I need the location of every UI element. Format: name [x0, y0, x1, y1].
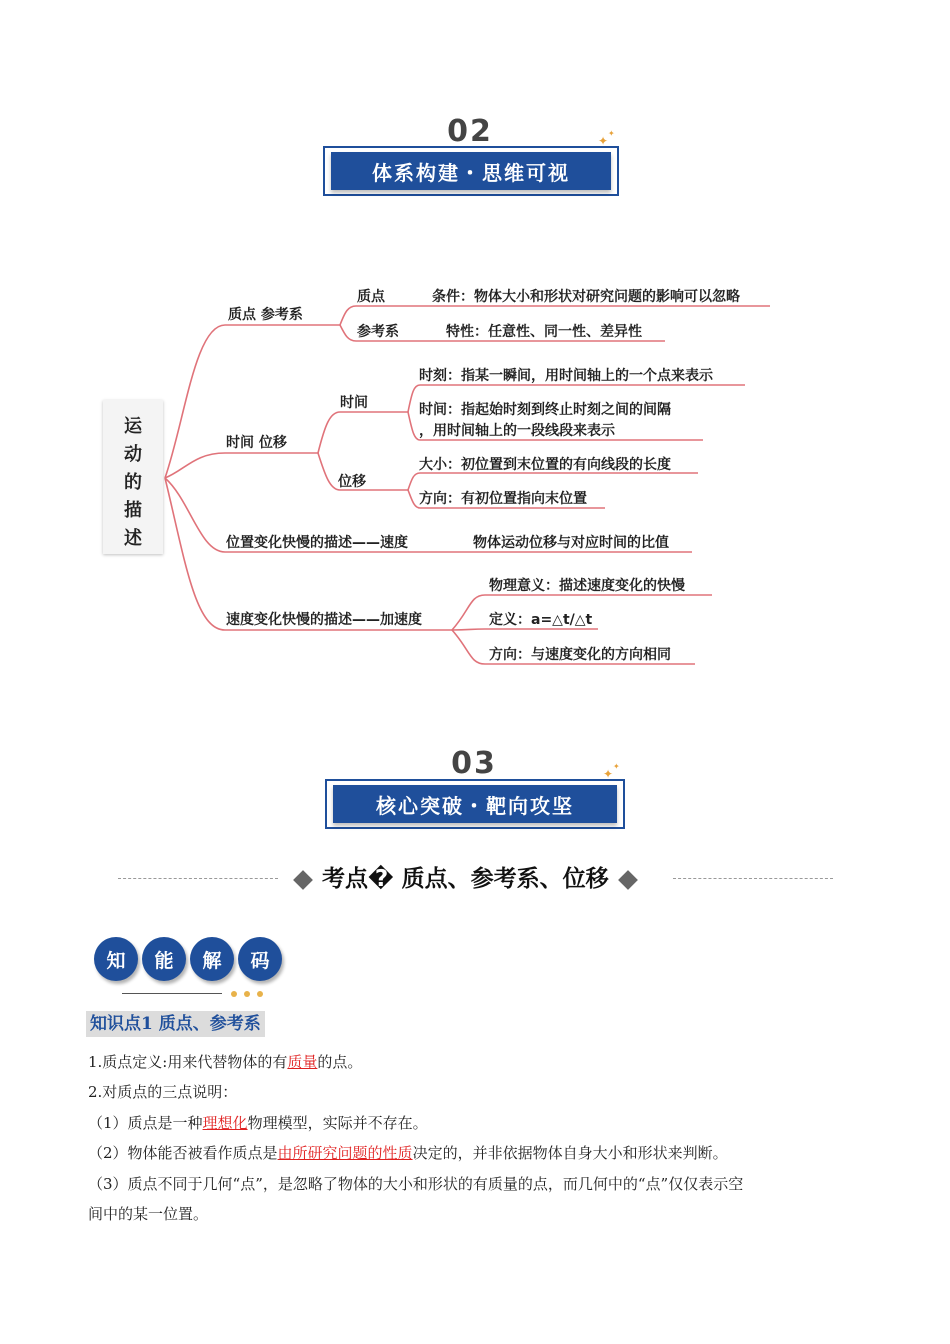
node-time: 时间	[340, 395, 368, 411]
leaf-accel-meaning: 物理意义：描述速度变化的快慢	[489, 578, 685, 594]
text: 物理模型，实际并不存在。	[247, 1114, 428, 1132]
mindmap-root	[103, 400, 163, 554]
para-line-4	[88, 1142, 728, 1163]
badge-jie: 解	[190, 937, 234, 981]
gold-dot	[257, 991, 263, 997]
branch-velocity: 位置变化快慢的描述——速度	[226, 535, 408, 551]
leaf-moment: 时刻：指某一瞬间，用时间轴上的一个点来表示	[419, 368, 713, 384]
node-particle: 质点	[357, 289, 385, 305]
text: （2）物体能否被看作质点是	[88, 1144, 278, 1162]
sparkle-icon: ✦	[613, 762, 620, 771]
leaf-direction: 方向：有初位置指向末位置	[419, 491, 587, 507]
leaf-particle-condition: 条件：物体大小和形状对研究问题的影响可以忽略	[432, 289, 740, 305]
leaf-interval: 时间：指起始时刻到终止时刻之间的间隔	[419, 402, 671, 418]
kaodian-heading	[284, 860, 647, 893]
branch-particle-frame: 质点 参考系	[228, 307, 303, 323]
para-line-1	[88, 1051, 362, 1072]
leaf-accel-definition: 定义：a=△t/△t	[489, 612, 593, 628]
root-char: 动	[124, 444, 142, 465]
root-char: 的	[124, 472, 142, 493]
root-char: 描	[124, 500, 142, 521]
para-line-2: 2.对质点的三点说明：	[88, 1083, 238, 1101]
section-number-02: 02	[447, 114, 493, 149]
sparkle-icon: ✦	[608, 129, 615, 138]
gold-dot	[244, 991, 250, 997]
leaf-frame-property: 特性：任意性、同一性、差异性	[446, 324, 642, 340]
sparkle-icon: ✦	[603, 767, 614, 781]
badge-neng: 能	[142, 937, 186, 981]
badge-ma: 码	[238, 937, 282, 981]
para-line-3	[88, 1112, 428, 1133]
text: 1.质点定义:用来代替物体的有	[88, 1053, 288, 1071]
section-number-03: 03	[451, 746, 497, 781]
para-line-6: 间中的某一位置。	[88, 1205, 209, 1223]
root-char: 述	[124, 528, 142, 549]
para-line-5: （3）质点不同于几何“点”，是忽略了物体的大小和形状的有质量的点，而几何中的“点”仅仅表示空	[88, 1175, 744, 1193]
section-title-02: 体系构建・思维可视	[331, 152, 611, 190]
section-title-03: 核心突破・靶向攻坚	[333, 785, 617, 823]
text: （1）质点是一种	[88, 1114, 203, 1132]
badge-underline	[122, 993, 222, 994]
branch-acceleration: 速度变化快慢的描述——加速度	[226, 612, 422, 628]
leaf-accel-direction: 方向：与速度变化的方向相同	[489, 647, 671, 663]
text: 决定的，并非依据物体自身大小和形状来判断。	[412, 1144, 728, 1162]
highlight-text: 由所研究问题的性质	[277, 1144, 413, 1162]
divider-left	[118, 878, 278, 879]
highlight-text: 理想化	[202, 1114, 248, 1132]
badge-zhi: 知	[94, 937, 138, 981]
diamond-icon	[618, 870, 638, 890]
sparkle-icon: ✦	[598, 134, 609, 148]
highlight-text: 质量	[287, 1053, 318, 1071]
knowledge-point-title: 知识点1 质点、参考系	[86, 1011, 265, 1037]
text: 的点。	[317, 1053, 363, 1071]
diamond-icon	[293, 870, 313, 890]
leaf-interval-cont: ，用时间轴上的一段线段来表示	[419, 423, 615, 439]
kaodian-title: 考点� 质点、参考系、位移	[322, 866, 609, 892]
root-char: 运	[124, 416, 142, 437]
node-displacement: 位移	[338, 474, 366, 490]
branch-time-displacement: 时间 位移	[226, 435, 287, 451]
leaf-magnitude: 大小：初位置到末位置的有向线段的长度	[419, 457, 671, 473]
leaf-velocity-def: 物体运动位移与对应时间的比值	[473, 535, 669, 551]
node-frame: 参考系	[357, 324, 399, 340]
gold-dot	[231, 991, 237, 997]
divider-right	[673, 878, 833, 879]
